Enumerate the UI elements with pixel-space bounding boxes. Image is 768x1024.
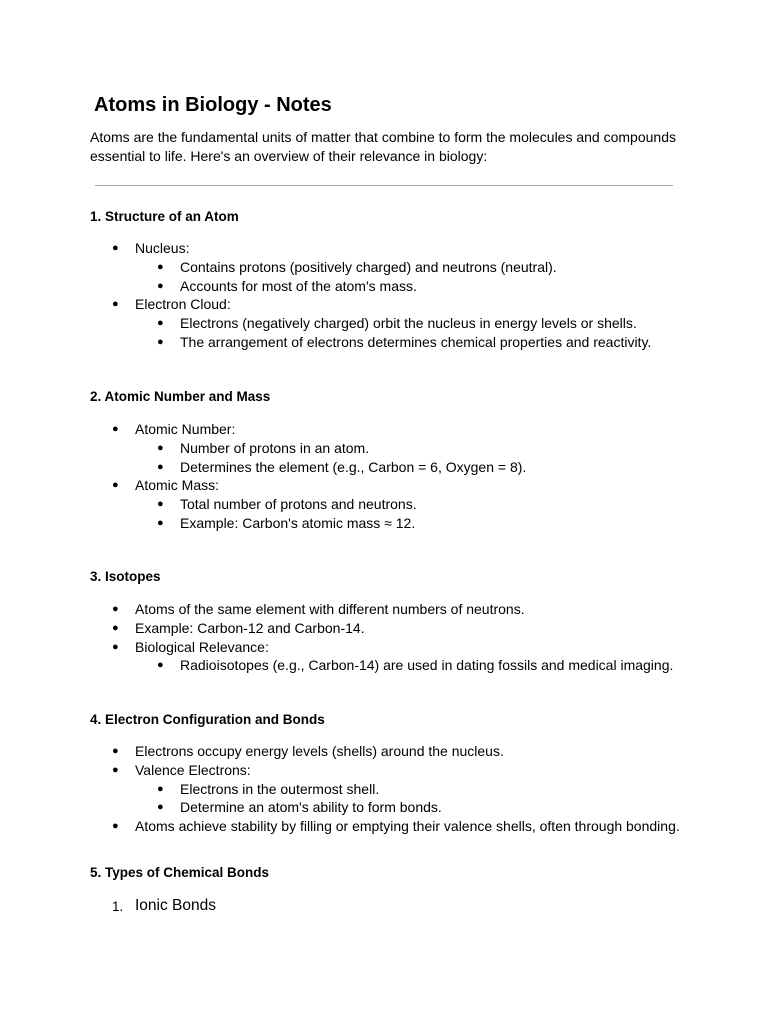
bullet-icon: ●: [112, 423, 119, 435]
bullet-icon: ●: [157, 279, 164, 292]
bullet-icon: ●: [112, 242, 119, 254]
section-list-chemical-bonds: [90, 896, 216, 916]
section-heading-isotopes: 3. Isotopes: [90, 569, 161, 584]
bullet-icon: ●: [112, 763, 119, 776]
horizontal-divider: [95, 185, 673, 186]
list-subitem: ● Contains protons (positively charged) and neutrons (neutral).: [157, 258, 557, 275]
section-heading-chemical-bonds: 5. Types of Chemical Bonds: [90, 865, 270, 880]
bullet-icon: ●: [157, 516, 164, 529]
bullet-icon: ●: [157, 659, 164, 672]
bullet-icon: ●: [112, 479, 119, 492]
bullet-icon: ●: [112, 820, 119, 833]
list-item: ● Atoms achieve stability by filling or emptying their valence shells, often through bonding.: [112, 818, 680, 835]
bullet-icon: ●: [112, 603, 119, 615]
list-subitem: ● Electrons (negatively charged) orbit the nucleus in energy levels or shells.: [157, 315, 637, 332]
list-item: ● Biological Relevance:: [112, 638, 269, 655]
list-item: ● Atoms of the same element with different numbers of neutrons.: [112, 601, 525, 617]
list-subitem: ● Accounts for most of the atom's mass.: [157, 277, 417, 294]
bullet-icon: ●: [112, 621, 119, 634]
bullet-icon: ●: [112, 745, 119, 757]
list-subitem: ● Number of protons in an atom.: [157, 439, 370, 456]
bullet-icon: ●: [112, 640, 119, 653]
list-item: ● Example: Carbon-12 and Carbon-14.: [112, 619, 365, 636]
bullet-icon: ●: [112, 298, 119, 311]
list-item: ● Atomic Number:: [112, 421, 236, 437]
list-item: ● Electron Cloud:: [112, 296, 231, 313]
bullet-icon: ●: [157, 498, 164, 511]
list-subitem: ● Determines the element (e.g., Carbon = 6, Oxygen = 8).: [157, 458, 527, 475]
bullet-icon: ●: [157, 801, 164, 814]
section-list-isotopes: [90, 600, 730, 675]
list-item: ● Atomic Mass:: [112, 477, 220, 494]
bullet-icon: ●: [157, 441, 164, 454]
list-subitem: ● Determine an atom's ability to form bonds.: [157, 799, 442, 816]
document-title: Atoms in Biology - Notes: [94, 94, 332, 116]
bullet-icon: ●: [157, 260, 164, 273]
list-subitem: ● Example: Carbon's atomic mass ≈ 12.: [157, 514, 416, 531]
section-list-structure: [90, 239, 730, 352]
list-number: 1.: [112, 899, 124, 914]
bullet-icon: ●: [157, 782, 164, 795]
bullet-icon: ●: [157, 317, 164, 330]
bullet-icon: ●: [157, 335, 164, 348]
bullet-icon: ●: [157, 460, 164, 473]
section-heading-structure: 1. Structure of an Atom: [90, 209, 239, 224]
list-item: ● Nucleus:: [112, 240, 190, 256]
section-list-electron-configuration: [90, 742, 730, 836]
list-item: ● Valence Electrons:: [112, 761, 251, 778]
section-list-atomic-number: [90, 420, 730, 533]
list-item: ● Electrons occupy energy levels (shells) around the nucleus.: [112, 743, 504, 759]
intro-paragraph: Atoms are the fundamental units of matter that combine to form the molecules and compounds essential to life. Here's an overview of their relevance in biology:: [90, 129, 676, 164]
list-subitem: ● Electrons in the outermost shell.: [157, 780, 380, 797]
section-heading-electron-configuration: 4. Electron Configuration and Bonds: [90, 712, 325, 727]
numbered-item: 1. Ionic Bonds: [90, 896, 216, 916]
section-heading-atomic-number: 2. Atomic Number and Mass: [90, 389, 271, 404]
list-subitem: ● The arrangement of electrons determines chemical properties and reactivity.: [157, 333, 652, 350]
list-subitem: ● Total number of protons and neutrons.: [157, 496, 417, 513]
list-subitem: ● Radioisotopes (e.g., Carbon-14) are used in dating fossils and medical imaging.: [157, 657, 674, 674]
